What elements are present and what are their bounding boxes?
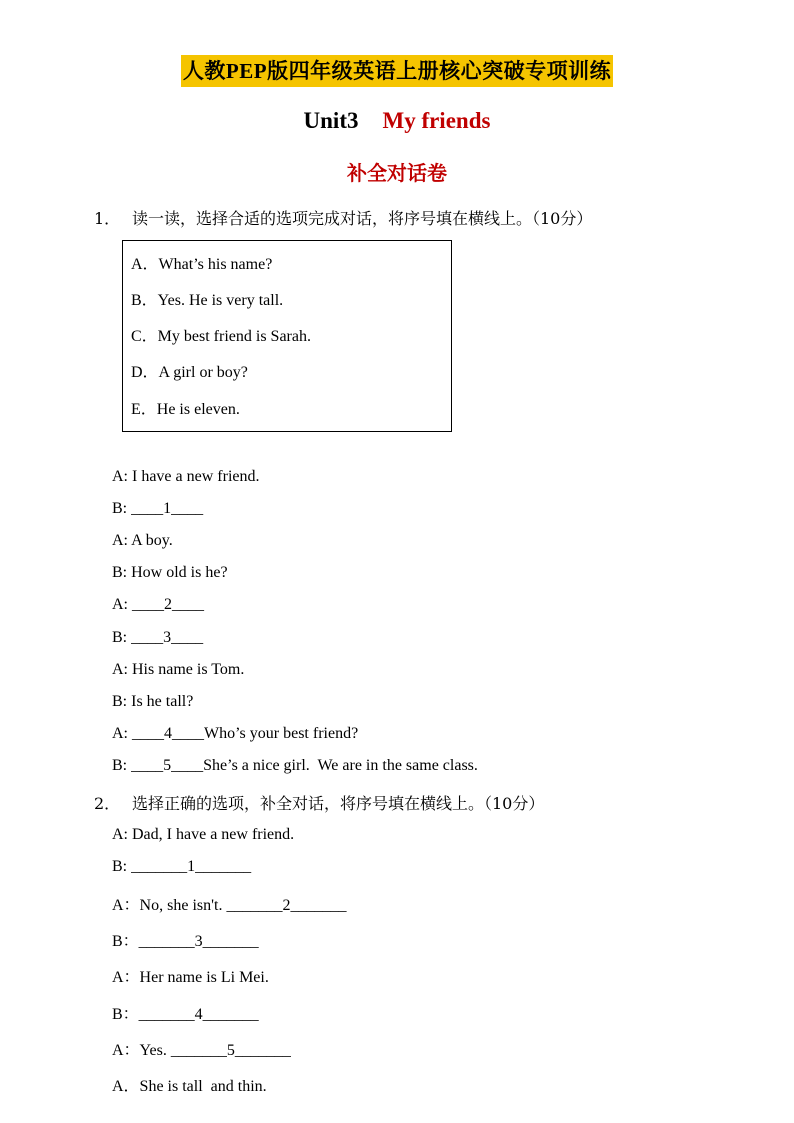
unit-heading [0, 108, 794, 134]
dialogue-line: A．She is tall and thin. [112, 1078, 267, 1095]
question-instruction: 读一读，选择合适的选项完成对话，将序号填在横线上。（10分） [132, 209, 593, 228]
dialogue-line: B：_______4_______ [112, 1006, 259, 1023]
options-box [122, 240, 452, 432]
dialogue-line: A：Her name is Li Mei. [112, 969, 269, 986]
dialogue-line: A: ____2____ [112, 596, 204, 613]
dialogue-line: A: Dad, I have a new friend. [112, 826, 295, 843]
dialogue-line: B: _______1_______ [112, 858, 252, 875]
option-a: A．What’s his name? [131, 256, 273, 273]
dialogue-line: A：No, she isn't. _______2_______ [112, 897, 347, 914]
unit-name: My friends [382, 108, 491, 133]
option-d: D．A girl or boy? [131, 364, 248, 381]
dialogue-line: A: His name is Tom. [112, 661, 245, 678]
dialogue-line: B: ____5____She’s a nice girl. We are in the same class. [112, 757, 478, 774]
question-number: 2． [94, 794, 121, 813]
question-instruction: 选择正确的选项，补全对话，将序号填在横线上。（10分） [132, 794, 545, 813]
option-e: E．He is eleven. [131, 401, 240, 418]
dialogue-line: B: ____3____ [112, 629, 204, 646]
dialogue-line: B: How old is he? [112, 564, 228, 581]
unit-number: Unit3 [303, 108, 359, 133]
dialogue-line: A: A boy. [112, 532, 173, 549]
header-title [0, 55, 794, 85]
option-b: B．Yes. He is very tall. [131, 292, 284, 309]
dialogue-line: A：Yes. _______5_______ [112, 1042, 291, 1059]
dialogue-line: A: I have a new friend. [112, 468, 260, 485]
dialogue-line: A: ____4____Who’s your best friend? [112, 725, 359, 742]
option-c: C．My best friend is Sarah. [131, 328, 311, 345]
question-2-heading [94, 791, 544, 814]
question-number: 1． [94, 209, 121, 228]
dialogue-line: B: ____1____ [112, 500, 204, 517]
question-1-heading [94, 206, 592, 229]
dialogue-line: B: Is he tall? [112, 693, 194, 710]
section-subtitle: 补全对话卷 [347, 161, 447, 185]
dialogue-line: B：_______3_______ [112, 933, 259, 950]
header-title-text: 人教PEP版四年级英语上册核心突破专项训练 [181, 55, 613, 87]
